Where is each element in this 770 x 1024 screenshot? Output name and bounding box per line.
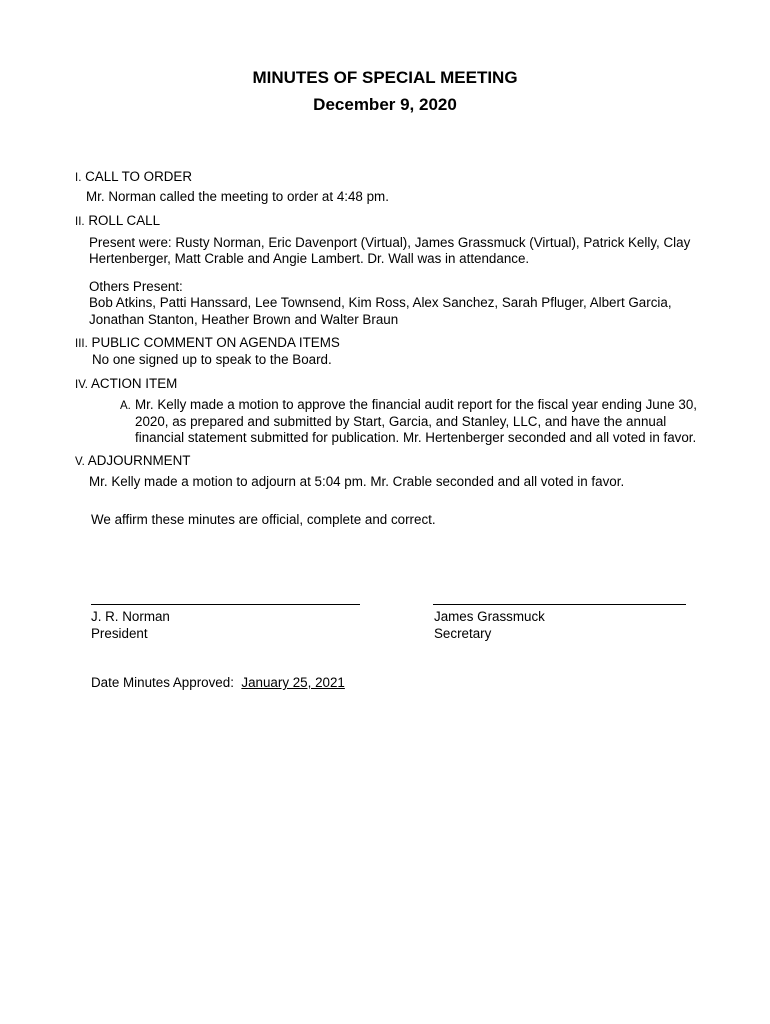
section-heading-adjournment [75,451,190,472]
signer-name: James Grassmuck [434,609,545,624]
others-present-label: Others Present: [89,279,183,294]
call-to-order-text: Mr. Norman called the meeting to order at 4:48 pm. [86,189,389,204]
approval-line [91,673,345,692]
section-title: ADJOURNMENT [87,453,191,468]
adjournment-text: Mr. Kelly made a motion to adjourn at 5:04 pm. Mr. Crable seconded and all voted in favor. [89,474,625,489]
section-number: V. [75,456,85,468]
signer-name: J. R. Norman [91,609,170,624]
others-present-line: Bob Atkins, Patti Hanssard, Lee Townsend, Kim Ross, Alex Sanchez, Sarah Pfluger, Albert Garcia, [89,295,672,310]
public-comment-text: No one signed up to speak to the Board. [92,352,332,367]
approval-date: January 25, 2021 [241,675,345,690]
section-number: IV. [75,379,89,391]
roll-call-text-line: Present were: Rusty Norman, Eric Davenport (Virtual), James Grassmuck (Virtual), Patrick Kelly, Clay [89,235,691,250]
section-heading-roll-call [75,211,160,232]
affirmation-statement: We affirm these minutes are official, complete and correct. [91,512,436,527]
section-number: I. [75,172,82,184]
action-item-text-line: 2020, as prepared and submitted by Start, Garcia, and Stanley, LLC, and have the annual [135,414,667,429]
action-item-label: A. [120,400,131,412]
signer-title: President [91,626,148,641]
section-title: PUBLIC COMMENT ON AGENDA ITEMS [91,335,340,350]
section-number: II. [75,216,85,228]
meeting-date: December 9, 2020 [313,95,457,114]
approval-label: Date Minutes Approved: [91,675,234,690]
section-title: CALL TO ORDER [85,169,193,184]
action-item-text-line: Mr. Kelly made a motion to approve the financial audit report for the fiscal year ending June 30, [135,397,697,412]
roll-call-text-line: Hertenberger, Matt Crable and Angie Lambert. Dr. Wall was in attendance. [89,251,530,266]
section-title: ROLL CALL [88,213,161,228]
document-title: MINUTES OF SPECIAL MEETING [252,68,518,87]
signature-line-president [91,604,360,605]
signature-line-secretary [433,604,686,605]
signer-title: Secretary [434,626,492,641]
others-present-line: Jonathan Stanton, Heather Brown and Walter Braun [89,312,399,327]
section-heading-call-to-order [75,167,192,188]
section-heading-action-item [75,374,177,395]
section-number: III. [75,338,88,350]
action-item-text-line: financial statement submitted for publication. Mr. Hertenberger seconded and all voted in favor. [135,430,697,445]
section-title: ACTION ITEM [91,376,178,391]
